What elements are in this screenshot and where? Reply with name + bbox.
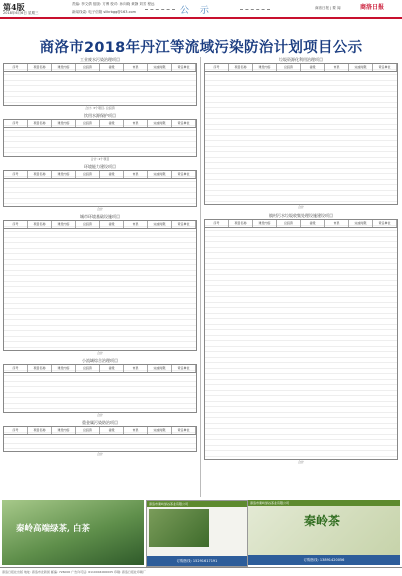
column-header: 市县 [124, 171, 148, 178]
ad-hotline: 订购热线: 15291617191 [147, 556, 247, 566]
header-divider [240, 9, 270, 10]
column-header: 市县 [325, 220, 349, 227]
column-header: 项目名称 [28, 171, 52, 178]
tea-ad-slogan: 秦岭高端绿茶, 白茶 [16, 524, 90, 534]
table-body [205, 72, 397, 204]
table-title: 环境能力建设项目 [84, 163, 116, 169]
tea-ad-banner[interactable] [2, 500, 144, 565]
column-header: 总投资 [76, 120, 100, 127]
column-header: 总投资 [76, 171, 100, 178]
project-table [204, 57, 398, 210]
project-table [3, 113, 197, 162]
tea-company-ad[interactable] [146, 500, 248, 567]
table-grid [3, 426, 197, 453]
table-title: 垃圾资源化利用治理项目 [279, 57, 323, 62]
column-header: 责任单位 [172, 365, 196, 372]
table-grid [3, 220, 197, 351]
column-header: 项目名称 [28, 427, 52, 434]
table-total-note: 合计 [96, 207, 103, 211]
project-table [3, 358, 197, 418]
table-header-row [205, 64, 397, 72]
column-header: 责任单位 [172, 427, 196, 434]
section-title: 公 示 [180, 6, 213, 16]
column-header: 总投资 [277, 220, 301, 227]
table-body [4, 435, 196, 452]
column-header: 责任单位 [172, 120, 196, 127]
column-header: 完成时限 [148, 171, 172, 178]
table-body [4, 128, 196, 156]
column-header: 市县 [124, 221, 148, 228]
column-header: 项目名称 [28, 365, 52, 372]
table-grid [3, 170, 197, 208]
column-header: 建设内容 [52, 221, 76, 228]
table-grid [204, 63, 398, 205]
column-header: 建设内容 [52, 120, 76, 127]
column-header: 省级 [301, 220, 325, 227]
table-header-row [205, 220, 397, 228]
table-header-row [4, 171, 196, 179]
ad-hotline: 订购热线: 13891420056 [248, 555, 400, 565]
project-table [3, 214, 197, 356]
column-header: 省级 [100, 171, 124, 178]
column-header: 总投资 [277, 64, 301, 71]
column-header: 总投资 [76, 365, 100, 372]
page-header [0, 0, 402, 17]
tea-field-image [149, 509, 209, 547]
ad-company-name: 商洛市秦岭绿谷茶业有限公司 [147, 501, 247, 507]
table-body [4, 229, 196, 350]
table-grid [3, 364, 197, 413]
column-header: 省级 [100, 365, 124, 372]
table-header-row [4, 365, 196, 373]
table-body [4, 373, 196, 412]
column-header: 市县 [124, 120, 148, 127]
edition-label: 商洛日报 | 要 闻 [315, 6, 341, 10]
column-header: 建设内容 [253, 64, 277, 71]
column-header: 责任单位 [172, 64, 196, 71]
column-divider [200, 57, 201, 497]
column-header: 市县 [124, 427, 148, 434]
table-title: 工业废水污染治理项目 [80, 57, 120, 62]
ad-company-name: 商洛市秦岭绿谷茶业有限公司 [248, 500, 400, 506]
column-header: 完成时限 [148, 427, 172, 434]
tea-brand-ad[interactable] [248, 500, 400, 565]
project-table [3, 164, 197, 213]
column-header: 建设内容 [253, 220, 277, 227]
table-header-row [4, 221, 196, 229]
column-header: 序号 [4, 365, 28, 372]
column-header: 完成时限 [148, 120, 172, 127]
project-table [3, 57, 197, 111]
column-header: 省级 [100, 427, 124, 434]
column-header: 序号 [4, 64, 28, 71]
table-total-note: 合计 [297, 460, 304, 464]
column-header: 完成时限 [148, 221, 172, 228]
column-header: 完成时限 [349, 64, 373, 71]
column-header: 省级 [100, 221, 124, 228]
project-table [204, 213, 398, 465]
column-header: 建设内容 [52, 365, 76, 372]
column-header: 序号 [4, 171, 28, 178]
table-total-note: 合计: 2个项目 [90, 156, 110, 161]
column-header: 完成时限 [349, 220, 373, 227]
column-header: 完成时限 [148, 365, 172, 372]
table-title: 小流域综合治理项目 [82, 358, 118, 363]
column-header: 责任单位 [172, 171, 196, 178]
page-title: 商洛市2018年丹江等流域污染防治计划项目公示 [39, 40, 363, 56]
page-number: 第4版 [3, 2, 25, 12]
column-header: 序号 [4, 221, 28, 228]
column-header: 项目名称 [28, 64, 52, 71]
column-header: 总投资 [76, 221, 100, 228]
column-header: 序号 [205, 220, 229, 227]
table-total-note: 合计 [96, 452, 103, 456]
header-rule [0, 17, 402, 19]
ad-brand-name: 秦岭茶 [304, 514, 341, 528]
column-header: 省级 [100, 120, 124, 127]
column-header: 项目名称 [229, 64, 253, 71]
column-header: 序号 [205, 64, 229, 71]
table-grid [204, 219, 398, 460]
table-total-note: 合计: 3个项目, 总投资 [85, 106, 115, 110]
page-footer: 商洛日报社出版 地址: 商洛市北新街 邮编: 726000 广告许可证: 6110004000005 印刷: 商洛日报社印刷厂 [0, 567, 402, 576]
advertisement-strip [0, 500, 402, 565]
table-header-row [4, 64, 196, 72]
column-header: 建设内容 [52, 171, 76, 178]
table-grid [3, 63, 197, 106]
column-header: 省级 [100, 64, 124, 71]
header-divider [145, 9, 175, 10]
email-line: 新闻线索: 电子信箱 sllkrbgg@163.com [72, 10, 137, 14]
column-header: 序号 [4, 427, 28, 434]
column-header: 建设内容 [52, 427, 76, 434]
table-grid [3, 119, 197, 157]
table-title: 镇村污水垃圾收集处理设施建设项目 [269, 213, 333, 218]
newspaper-logo: 商洛日报 [360, 4, 385, 11]
issue-date: 2018年6月6日 星期三 [3, 11, 39, 15]
column-header: 市县 [124, 365, 148, 372]
table-body [4, 179, 196, 207]
column-header: 市县 [124, 64, 148, 71]
column-header: 市县 [325, 64, 349, 71]
column-header: 省级 [301, 64, 325, 71]
table-header-row [4, 427, 196, 435]
column-header: 序号 [4, 120, 28, 127]
table-title: 饮用水源保护项目 [84, 113, 116, 118]
table-title: 重金属污染防治项目 [82, 419, 118, 425]
column-header: 建设内容 [52, 64, 76, 71]
table-header-row [4, 120, 196, 128]
table-body [205, 228, 397, 459]
staff-credits: 责编: 李文倩 组版: 方博 校对: 孙向晓 黄静 刘芳 程远 [72, 2, 155, 6]
table-title: 城市环境基础设施项目 [80, 214, 120, 219]
table-total-note: 合计 [96, 351, 103, 355]
column-header: 总投资 [76, 64, 100, 71]
column-header: 责任单位 [373, 64, 397, 71]
column-header: 总投资 [76, 427, 100, 434]
column-header: 完成时限 [148, 64, 172, 71]
project-table [3, 420, 197, 458]
column-header: 项目名称 [28, 221, 52, 228]
table-body [4, 72, 196, 105]
table-total-note: 合计 [297, 205, 304, 209]
column-header: 责任单位 [172, 221, 196, 228]
column-header: 项目名称 [229, 220, 253, 227]
table-total-note: 合计 [96, 412, 103, 417]
column-header: 项目名称 [28, 120, 52, 127]
column-header: 责任单位 [373, 220, 397, 227]
